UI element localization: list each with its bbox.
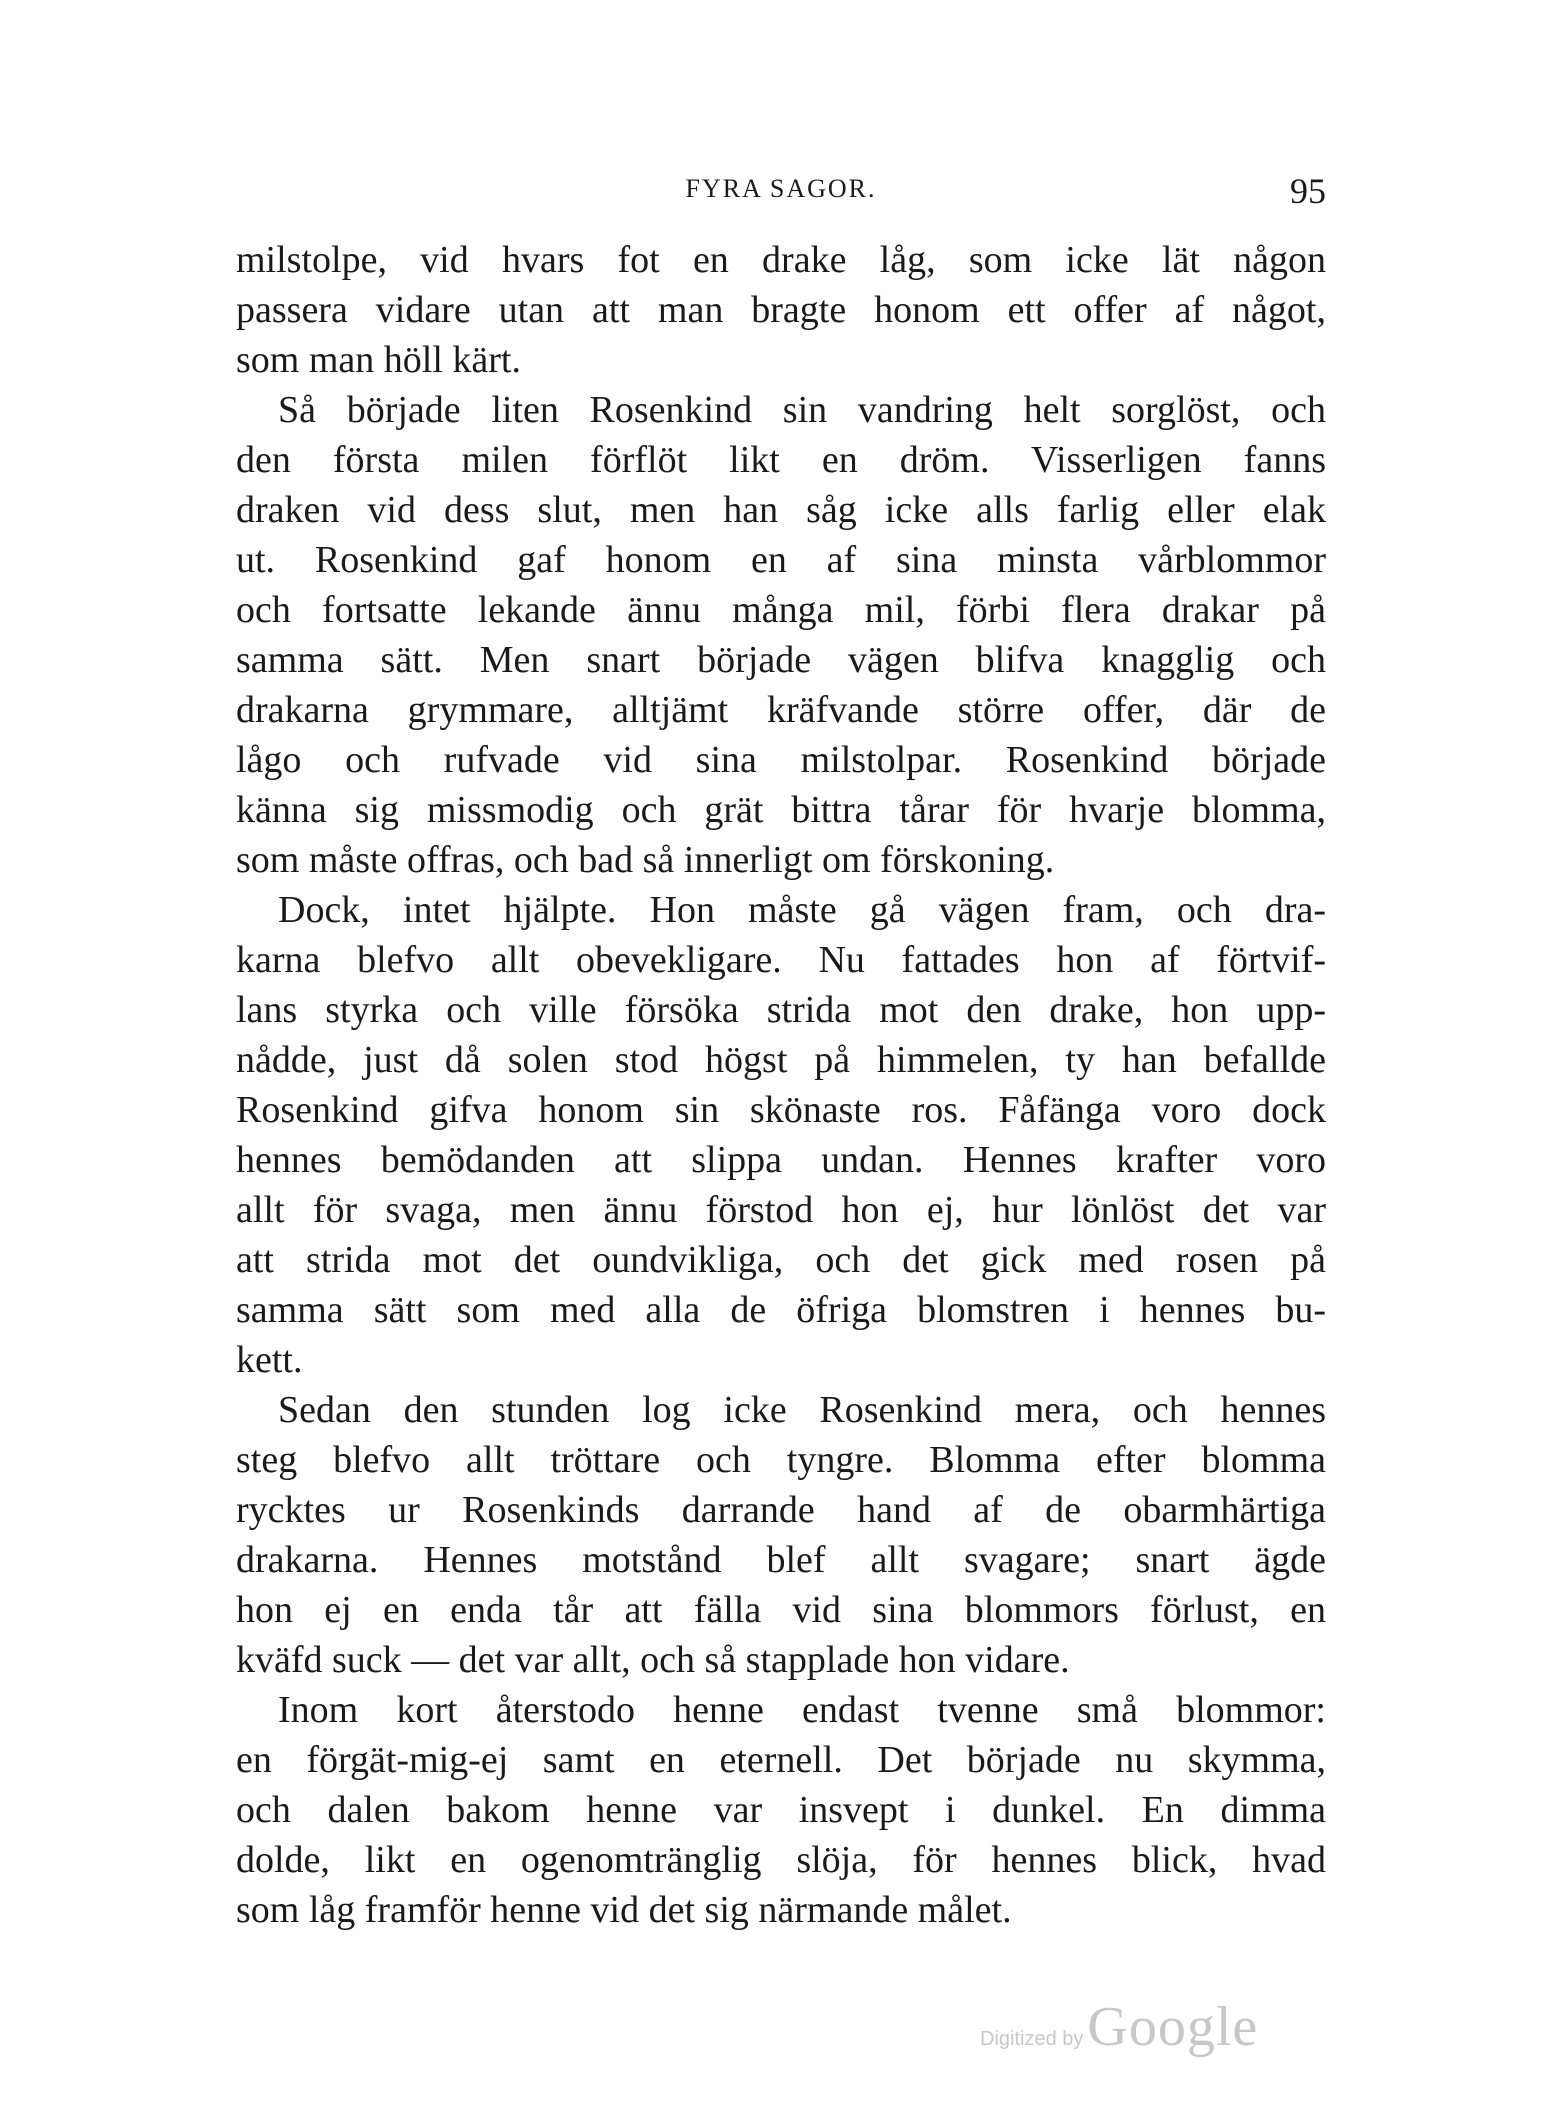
text-line: Sedan den stunden log icke Rosenkind mera, och hennes <box>278 1389 1326 1431</box>
text-line: som måste offras, och bad så innerligt om förskoning. <box>236 839 1055 881</box>
text-line: dolde, likt en ogenomtränglig slöja, för hennes blick, hvad <box>236 1839 1326 1881</box>
page-number: 95 <box>1290 171 1326 211</box>
text-line: hennes bemödanden att slippa undan. Hennes krafter voro <box>236 1139 1326 1181</box>
text-line: nådde, just då solen stod högst på himmelen, ty han befallde <box>236 1039 1326 1081</box>
text-line: samma sätt som med alla de öfriga blomstren i hennes bu- <box>236 1289 1326 1331</box>
text-line: milstolpe, vid hvars fot en drake låg, som icke lät någon <box>236 239 1326 281</box>
text-line: Rosenkind gifva honom sin skönaste ros. Fåfänga voro dock <box>236 1089 1326 1131</box>
running-head <box>236 172 1326 212</box>
text-line: draken vid dess slut, men han såg icke alls farlig eller elak <box>236 489 1326 531</box>
digitized-by-watermark <box>980 1995 1300 2058</box>
text-line: Så började liten Rosenkind sin vandring helt sorglöst, och <box>278 389 1326 431</box>
text-line: hon ej en enda tår att fälla vid sina blommors förlust, en <box>236 1589 1326 1631</box>
text-line: karna blefvo allt obevekligare. Nu fattades hon af förtvif- <box>236 939 1326 981</box>
text-line: lågo och rufvade vid sina milstolpar. Rosenkind började <box>236 739 1326 781</box>
text-line: allt för svaga, men ännu förstod hon ej, hur lönlöst det var <box>236 1189 1326 1231</box>
text-line: ut. Rosenkind gaf honom en af sina minsta vårblommor <box>236 539 1326 581</box>
text-line: drakarna. Hennes motstånd blef allt svagare; snart ägde <box>236 1539 1326 1581</box>
text-line: att strida mot det oundvikliga, och det gick med rosen på <box>236 1239 1326 1281</box>
text-line: lans styrka och ville försöka strida mot den drake, hon upp- <box>236 989 1326 1031</box>
text-line: som man höll kärt. <box>236 339 521 381</box>
text-line: kväfd suck — det var allt, och så stapplade hon vidare. <box>236 1639 1070 1681</box>
text-line: den första milen förflöt likt en dröm. Visserligen fanns <box>236 439 1326 481</box>
text-line: Inom kort återstodo henne endast tvenne små blommor: <box>278 1689 1326 1731</box>
google-logo: Google <box>1087 1996 1259 2058</box>
text-line: och fortsatte lekande ännu många mil, förbi flera drakar på <box>236 589 1326 631</box>
text-line: och dalen bakom henne var insvept i dunkel. En dimma <box>236 1789 1326 1831</box>
text-line: samma sätt. Men snart började vägen blifva knagglig och <box>236 639 1326 681</box>
text-line: kett. <box>236 1339 303 1381</box>
text-line: känna sig missmodig och grät bittra tårar för hvarje blomma, <box>236 789 1326 831</box>
text-line: Dock, intet hjälpte. Hon måste gå vägen fram, och dra- <box>278 889 1326 931</box>
body-text <box>236 235 1326 1935</box>
watermark-prefix: Digitized by <box>980 2028 1084 2050</box>
text-line: passera vidare utan att man bragte honom ett offer af något, <box>236 289 1326 331</box>
text-line: rycktes ur Rosenkinds darrande hand af de obarmhärtiga <box>236 1489 1326 1531</box>
text-line: steg blefvo allt tröttare och tyngre. Blomma efter blomma <box>236 1439 1326 1481</box>
running-title: FYRA SAGOR. <box>685 174 877 203</box>
text-line: drakarna grymmare, alltjämt kräfvande större offer, där de <box>236 689 1326 731</box>
text-line: en förgät-mig-ej samt en eternell. Det började nu skymma, <box>236 1739 1326 1781</box>
text-line: som låg framför henne vid det sig närmande målet. <box>236 1889 1012 1931</box>
